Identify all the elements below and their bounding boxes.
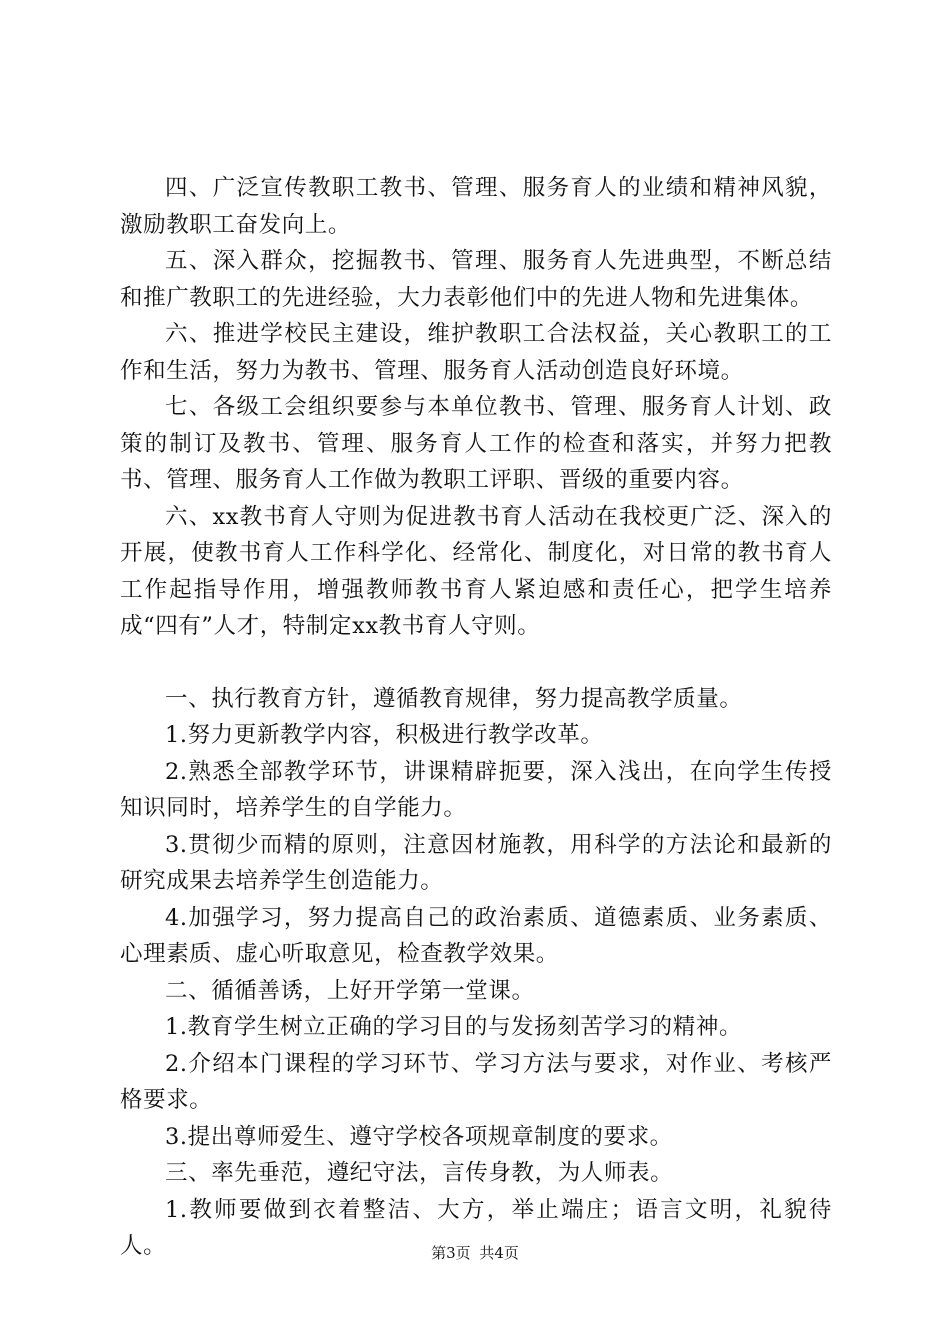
page-footer: [0, 1243, 950, 1263]
page-number-current: 第3页: [431, 1244, 471, 1262]
paragraph-rule-1-item-4: 4.加强学习，努力提高自己的政治素质、道德素质、业务素质、心理素质、虚心听取意见，检查教学效果。: [120, 904, 832, 967]
paragraph-rule-2-item-2: 2.介绍本门课程的学习环节、学习方法与要求，对作业、考核严格要求。: [120, 1050, 832, 1113]
paragraph-rule-2-item-3: 3.提出尊师爱生、遵守学校各项规章制度的要求。: [165, 1123, 673, 1150]
document-body: [120, 170, 832, 1265]
paragraph-rule-3-item-1: 1.教师要做到衣着整洁、大方，举止端庄；语言文明，礼貌待人。: [120, 1196, 832, 1259]
paragraph-section-5: 五、深入群众，挖掘教书、管理、服务育人先进典型，不断总结和推广教职工的先进经验，大力表彰他们中的先进人物和先进集体。: [120, 248, 832, 311]
paragraph-rule-1-heading: 一、执行教育方针，遵循教育规律，努力提高教学质量。: [165, 685, 743, 712]
paragraph-rule-3-heading: 三、率先垂范，遵纪守法，言传身教，为人师表。: [165, 1160, 674, 1186]
paragraph-section-4: 四、广泛宣传教职工教书、管理、服务育人的业绩和精神风貌，激励教职工奋发向上。: [120, 175, 832, 238]
paragraph-section-7: 七、各级工会组织要参与本单位教书、管理、服务育人计划、政策的制订及教书、管理、服务育人工作的检查和落实，并努力把教书、管理、服务育人工作做为教职工评职、晋级的重要内容。: [120, 394, 832, 493]
paragraph-rule-1-item-1: 1.努力更新教学内容，积极进行教学改革。: [165, 722, 604, 748]
paragraph-gap: [120, 645, 832, 681]
page-number-total: 共4页: [479, 1244, 519, 1262]
paragraph-rule-1-item-3: 3.贯彻少而精的原则，注意因材施教，用科学的方法论和最新的研究成果去培养学生创造能力。: [120, 831, 832, 894]
paragraph-rule-2-heading: 二、循循善诱，上好开学第一堂课。: [165, 977, 535, 1004]
paragraph-rule-1-item-2: 2.熟悉全部教学环节，讲课精辟扼要，深入浅出，在向学生传授知识同时，培养学生的自学能力。: [120, 758, 832, 821]
paragraph-guidelines-intro: 六、xx教书育人守则为促进教书育人活动在我校更广泛、深入的开展，使教书育人工作科学化、经常化、制度化，对日常的教书育人工作起指导作用，增强教师教书育人紧迫感和责任心，把学生培养成“四有”人才，特制定xx教书育人守则。: [120, 503, 832, 639]
paragraph-rule-2-item-1: 1.教育学生树立正确的学习目的与发扬刻苦学习的精神。: [165, 1014, 743, 1040]
paragraph-section-6: 六、推进学校民主建设，维护教职工合法权益，关心教职工的工作和生活，努力为教书、管理、服务育人活动创造良好环境。: [120, 321, 832, 384]
